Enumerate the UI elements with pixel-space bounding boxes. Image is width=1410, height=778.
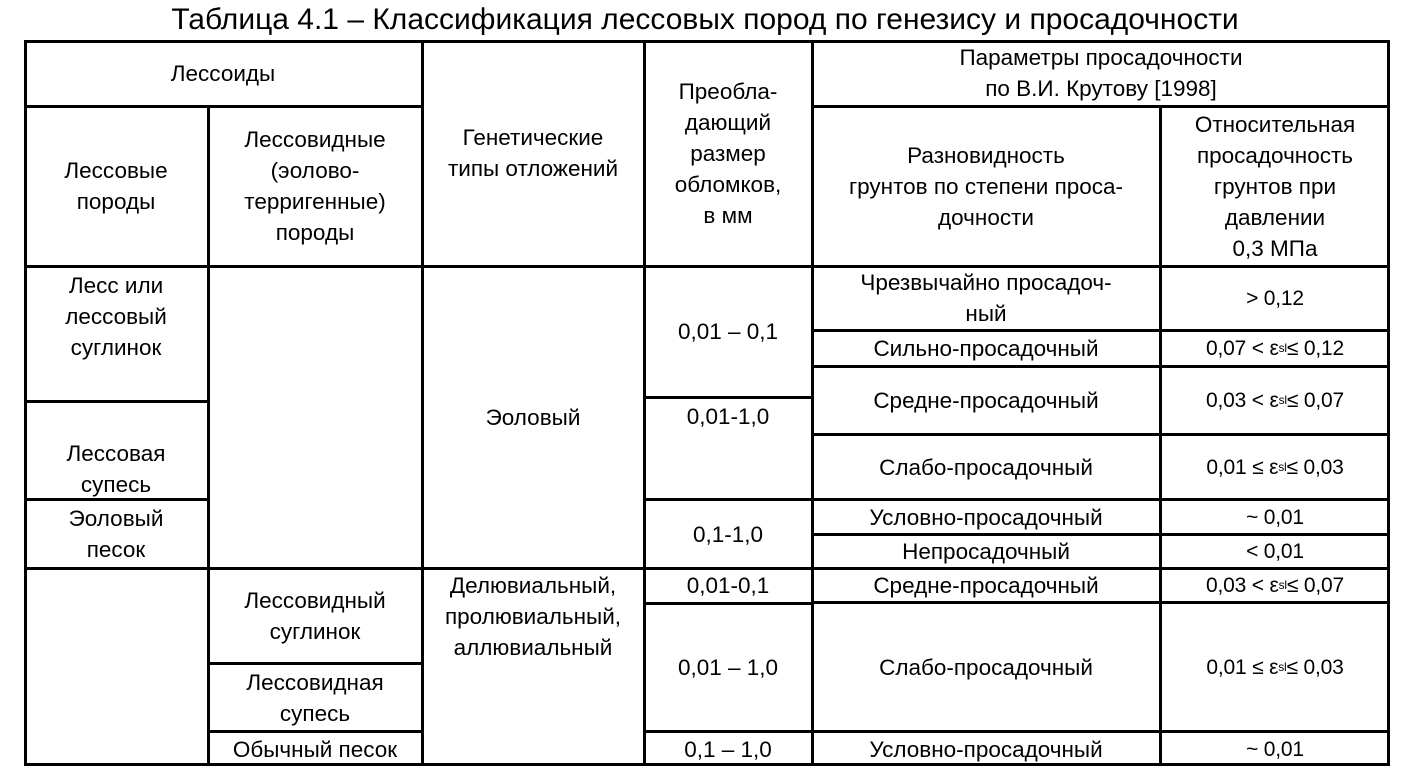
row-line-loess: [24, 400, 208, 403]
classification-table: [24, 40, 1390, 766]
ordinary-sand: Обычный песок: [232, 736, 398, 762]
variety-line-3: [812, 433, 1390, 436]
table-border-top: [24, 40, 1390, 43]
formula-subscript: sl: [1278, 340, 1287, 355]
table-border-left: [24, 40, 27, 766]
variety-weakly-subsiding: Слабо-просадочный: [879, 454, 1093, 480]
formula-left: 0,03 < ε: [1206, 388, 1279, 412]
formula-right: ≤ 0,03: [1286, 655, 1344, 679]
loess-rock-loess-sandy-loam: Лессовая супесь: [66, 441, 166, 497]
loess-rock-eolian-sand: Эоловый песок: [68, 506, 164, 562]
header-loess-like-rocks: Лессовидные (эолово- терригенные) породы: [244, 127, 386, 245]
loess-like-loam: Лессовидный суглинок: [244, 588, 386, 644]
variety-conditionally-subsiding-2: Условно-просадочный: [869, 736, 1103, 762]
relative-value-9: ~ 0,01: [1246, 737, 1304, 761]
fragment-size-6: 0,1 – 1,0: [684, 736, 772, 762]
loess-like-sandy-loam: Лессовидная супесь: [246, 670, 384, 726]
formula-right: ≤ 0,12: [1286, 336, 1344, 360]
variety-line-2: [812, 365, 1390, 368]
row-line-loam-like: [208, 662, 422, 665]
relative-value-1: > 0,12: [1246, 286, 1304, 310]
header-bottom-line: [24, 265, 1390, 268]
fragment-size-5: 0,01 – 1,0: [677, 654, 779, 680]
variety-line-5: [812, 533, 1390, 536]
fragment-size-3: 0,1-1,0: [692, 521, 764, 547]
header-fragment-size: Преобла- дающий размер обломков, в мм: [674, 78, 782, 228]
formula-left: 0,01 ≤ ε: [1206, 455, 1279, 479]
header-loess-rocks: Лессовые породы: [64, 158, 168, 214]
relative-value-7: [1160, 568, 1390, 602]
variety-medium-subsiding: Средне-просадочный: [873, 387, 1099, 413]
fragment-size-1: 0,01 – 0,1: [677, 318, 779, 344]
relative-value-4: [1160, 434, 1390, 500]
fragment-size-4: 0,01-0,1: [686, 572, 770, 598]
table-title: Таблица 4.1 – Классификация лессовых пород по генезису и просадочности: [171, 3, 1239, 36]
col-line-2: [421, 40, 424, 766]
col-line-5: [1159, 106, 1162, 766]
formula-subscript: sl: [1278, 577, 1287, 592]
table-border-bottom: [24, 763, 1390, 766]
formula-subscript: sl: [1278, 392, 1287, 407]
formula-right: ≤ 0,07: [1286, 388, 1344, 412]
header-genetic-types: Генетические типы отложений: [447, 125, 619, 181]
variety-line-1: [812, 329, 1390, 332]
variety-weakly-subsiding-2: Слабо-просадочный: [879, 654, 1093, 680]
loess-rock-loess-loam: Лесс или лессовый суглинок: [65, 273, 167, 360]
fragment-size-2: 0,01-1,0: [686, 403, 770, 429]
table-border-right: [1387, 40, 1390, 766]
header-soil-variety: Разновидность грунтов по степени проса- дочности: [848, 142, 1124, 230]
col-line-3: [643, 40, 646, 766]
variety-line-8: [812, 730, 1390, 733]
row-line-group: [24, 567, 644, 570]
formula-right: ≤ 0,07: [1286, 573, 1344, 597]
variety-non-subsiding: Непросадочный: [902, 538, 1070, 564]
formula-subscript: sl: [1278, 659, 1287, 674]
size-line-5: [644, 730, 812, 733]
row-line-sandy-like: [208, 730, 422, 733]
variety-line-7: [812, 601, 1390, 604]
size-line-2: [644, 498, 812, 501]
relative-value-2: [1160, 330, 1390, 366]
formula-subscript: sl: [1278, 459, 1287, 474]
col-line-4: [811, 40, 814, 766]
formula-right: ≤ 0,03: [1286, 455, 1344, 479]
relative-value-5: ~ 0,01: [1246, 505, 1304, 529]
size-line-1: [644, 396, 812, 399]
row-line-sandy-loam: [24, 498, 208, 501]
formula-left: 0,03 < ε: [1206, 573, 1279, 597]
relative-value-3: [1160, 366, 1390, 434]
genetic-type-eolian: Эоловый: [485, 404, 581, 430]
header-lessoids: Лессоиды: [170, 60, 276, 86]
col-line-1: [207, 106, 210, 766]
variety-strongly-subsiding: Сильно-просадочный: [873, 335, 1099, 361]
variety-extremely-subsiding: Чрезвычайно просадоч- ный: [860, 270, 1112, 326]
variety-line-6: [812, 567, 1390, 570]
relative-value-6: < 0,01: [1246, 539, 1304, 563]
variety-line-4: [812, 498, 1390, 501]
relative-value-8: [1160, 602, 1390, 732]
size-line-4: [644, 602, 812, 605]
formula-left: 0,07 < ε: [1206, 336, 1279, 360]
header-line-2: [812, 105, 1390, 108]
header-subsidence-params: Параметры просадочности по В.И. Крутову [1998]: [959, 45, 1243, 101]
variety-conditionally-subsiding: Условно-просадочный: [869, 504, 1103, 530]
header-line-1: [24, 105, 422, 108]
size-line-3: [644, 567, 812, 570]
variety-medium-subsiding-2: Средне-просадочный: [873, 572, 1099, 598]
formula-left: 0,01 ≤ ε: [1206, 655, 1279, 679]
header-relative-subsidence: Относительная просадочность грунтов при давлении 0,3 МПа: [1194, 111, 1356, 261]
genetic-type-deluvial: Делювиальный, пролювиальный, аллювиальный: [444, 573, 622, 660]
